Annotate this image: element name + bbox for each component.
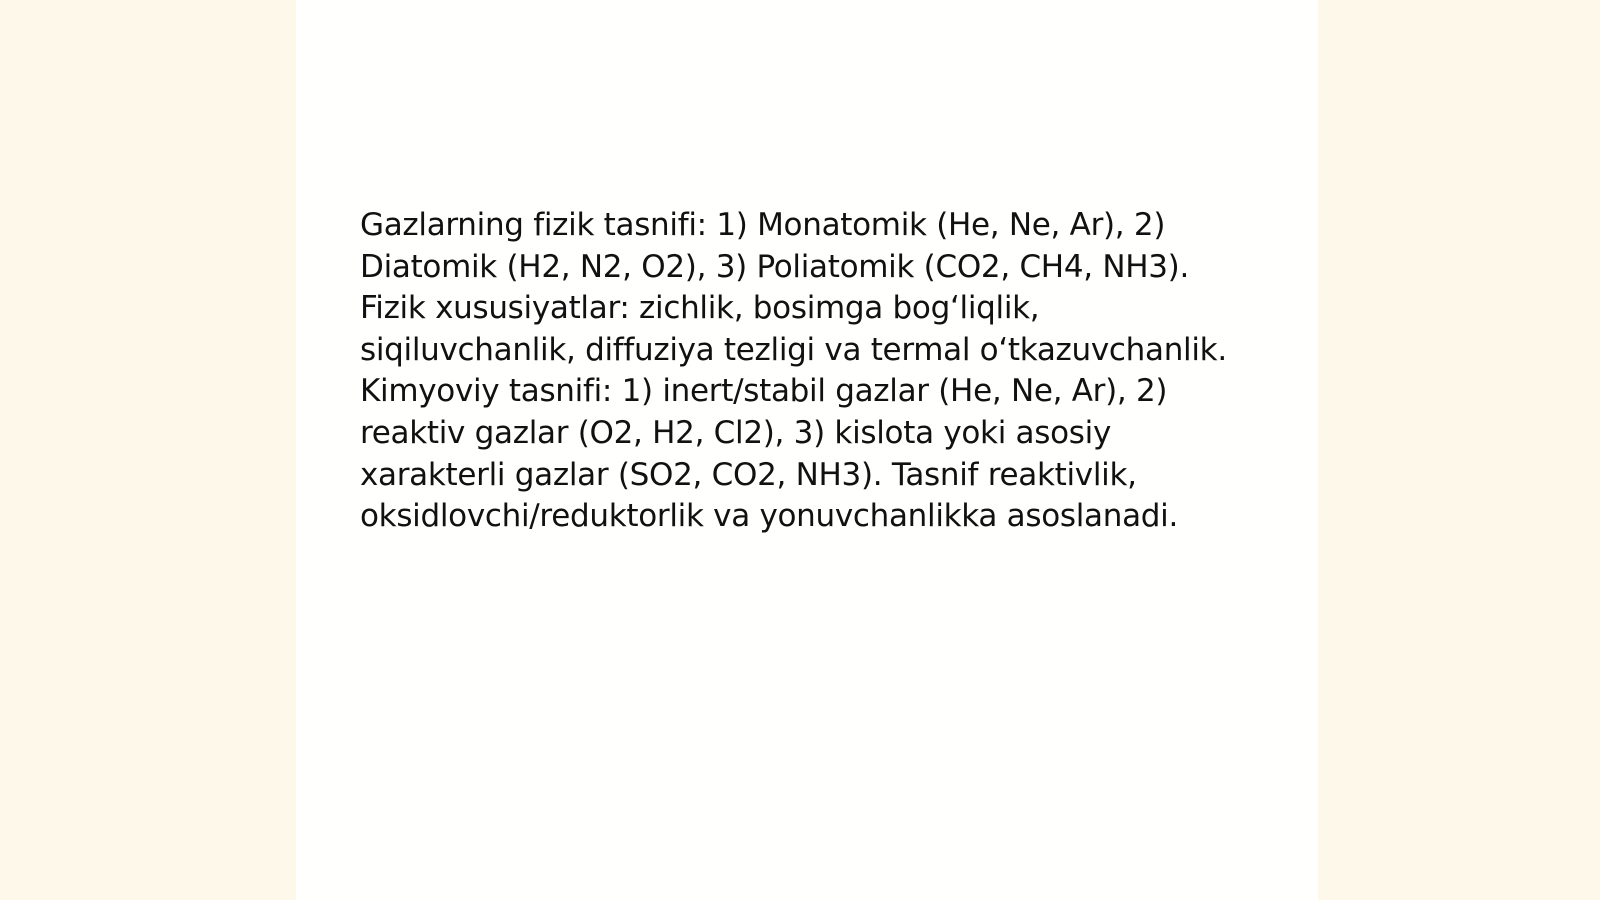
slide-body-text: Gazlarning fizik tasnifi: 1) Monatomik (He, Ne, Ar), 2) Diatomik (H2, N2, O2), 3) Poliatomik (CO2, CH4, NH3). Fizik xususiyatlar: zichlik, bosimga bog‘liqlik, siqiluvchanlik, diffuziya tezligi va termal o‘tkazuvchanlik. Kimyoviy tasnifi: 1) inert/stabil gazlar (He, Ne, Ar), 2) reaktiv gazlar (O2, H2, Cl2), 3) kislota yoki asosiy xarakterli gazlar (SO2, CO2, NH3). Tasnif reaktivlik, oksidlovchi/reduktorlik va yonuvchanlikka asoslanadi. [360, 207, 1227, 535]
slide [296, 0, 1318, 900]
